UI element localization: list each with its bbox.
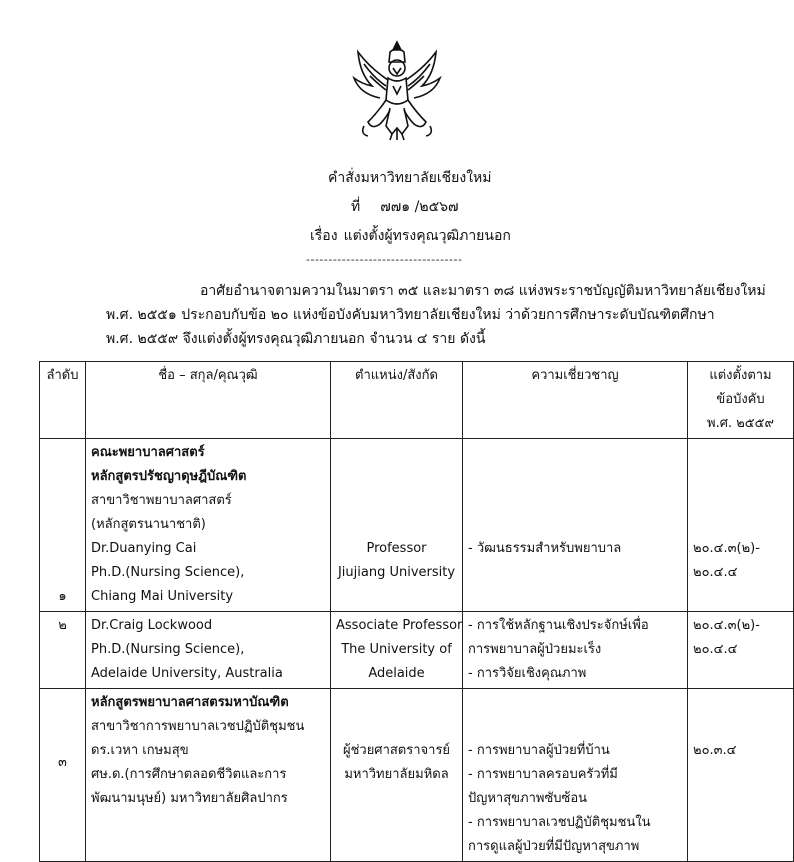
header-name: ชื่อ – สกุล/คุณวุฒิ: [86, 362, 331, 439]
row1-name: Dr.Duanying Cai: [91, 541, 197, 556]
header-appointment-line-1: แต่งตั้งตาม: [709, 368, 772, 383]
row1-position-cell: [331, 439, 463, 612]
row1-affiliation: Jiujiang University: [337, 565, 456, 580]
row3-position-cell: [331, 689, 463, 862]
row3-name-cell: [86, 689, 331, 862]
row3-clause: ๒๐.๓.๔: [693, 743, 737, 758]
row1-expertise: - วัฒนธรรมสำหรับพยาบาล: [468, 541, 622, 556]
row3-affiliation: มหาวิทยาลัยมหิดล: [344, 767, 449, 782]
group2-major: สาขาวิชาการพยาบาลเวชปฏิบัติชุมชน: [91, 719, 305, 734]
row2-position: Associate Professor: [336, 618, 463, 633]
row2-expertise-cell: [463, 612, 688, 689]
row1-clause-cell: [688, 439, 794, 612]
preamble-line-2: พ.ศ. ๒๕๕๑ ประกอบกับข้อ ๒๐ แห่งข้อบังคับมหาวิทยาลัยเชียงใหม่ ว่าด้วยการศึกษาระดับบัณฑิตศึกษา: [106, 307, 715, 323]
row1-name-cell: [86, 439, 331, 612]
row1-position: Professor: [366, 541, 427, 556]
order-subject-label: เรื่อง: [310, 228, 338, 244]
table-row: [40, 439, 794, 612]
row3-expertise-5: การดูแลผู้ป่วยที่มีปัญหาสุขภาพ: [468, 839, 640, 854]
appointee-table-wrapper: [39, 361, 793, 854]
group1-program: หลักสูตรปรัชญาดุษฎีบัณฑิต: [91, 469, 247, 484]
row2-clause-2: ๒๐.๔.๔: [693, 642, 738, 657]
group1-faculty: คณะพยาบาลศาสตร์: [91, 445, 205, 460]
row3-university: พัฒนามนุษย์) มหาวิทยาลัยศิลปากร: [91, 791, 288, 806]
divider: -----------------------------------: [306, 253, 463, 266]
row2-university: Adelaide University, Australia: [91, 666, 283, 681]
appointee-table: [39, 361, 794, 862]
row1-no: ๑: [40, 439, 86, 612]
row3-clause-cell: [688, 689, 794, 862]
row2-expertise-1: - การใช้หลักฐานเชิงประจักษ์เพื่อ: [468, 618, 649, 633]
header-appointment-line-3: พ.ศ. ๒๕๕๙: [707, 416, 774, 431]
row2-name: Dr.Craig Lockwood: [91, 618, 213, 633]
preamble-line-3: พ.ศ. ๒๕๕๙ จึงแต่งตั้งผู้ทรงคุณวุฒิภายนอก จำนวน ๔ ราย ดังนี้: [106, 331, 486, 347]
row3-expertise-4: - การพยาบาลเวชปฏิบัติชุมชนใน: [468, 815, 651, 830]
header-appointment-line-2: ข้อบังคับ: [716, 392, 765, 407]
table-row: [40, 689, 794, 862]
header-position: ตำแหน่ง/สังกัด: [331, 362, 463, 439]
garuda-emblem-icon: [350, 38, 444, 144]
row1-clause-2: ๒๐.๔.๔: [693, 565, 738, 580]
row3-expertise-3: ปัญหาสุขภาพซับซ้อน: [468, 791, 588, 806]
row3-no: [40, 689, 86, 862]
header-no: ลำดับ: [40, 362, 86, 439]
row2-clause-1: ๒๐.๔.๓(๒)-: [693, 618, 760, 633]
order-number: [351, 198, 459, 216]
row3-position: ผู้ช่วยศาสตราจารย์: [342, 743, 451, 758]
row3-name: ดร.เวหา เกษมสุข: [91, 743, 189, 758]
group2-program: หลักสูตรพยาบาลศาสตรมหาบัณฑิต: [91, 695, 289, 710]
group1-major-note: (หลักสูตรนานาชาติ): [91, 517, 206, 532]
row2-no: ๒: [40, 612, 86, 689]
row1-university: Chiang Mai University: [91, 589, 234, 604]
row3-expertise-1: - การพยาบาลผู้ป่วยที่บ้าน: [468, 743, 610, 758]
row1-clause-1: ๒๐.๔.๓(๒)-: [693, 541, 760, 556]
table-row: [40, 612, 794, 689]
order-subject-value: แต่งตั้งผู้ทรงคุณวุฒิภายนอก: [343, 228, 511, 244]
row1-expertise-cell: [463, 439, 688, 612]
row3-no-value: ๓: [58, 755, 67, 770]
row2-affiliation-1: The University of: [341, 642, 452, 657]
header-appointment: [688, 362, 794, 439]
row2-name-cell: [86, 612, 331, 689]
row3-degree: ศษ.ด.(การศึกษาตลอดชีวิตและการ: [91, 767, 287, 782]
row3-expertise-cell: [463, 689, 688, 862]
table-header-row: [40, 362, 794, 439]
row2-expertise-3: - การวิจัยเชิงคุณภาพ: [468, 666, 587, 681]
row2-position-cell: [331, 612, 463, 689]
row2-expertise-2: การพยาบาลผู้ป่วยมะเร็ง: [468, 642, 602, 657]
row2-degree: Ph.D.(Nursing Science),: [91, 642, 245, 657]
order-number-label: ที่: [351, 199, 361, 215]
row2-affiliation-2: Adelaide: [368, 666, 425, 681]
order-subject: [310, 227, 511, 245]
row3-expertise-2: - การพยาบาลครอบครัวที่มี: [468, 767, 618, 782]
preamble-line-1: อาศัยอำนาจตามความในมาตรา ๓๕ และมาตรา ๓๘ แห่งพระราชบัญญัติมหาวิทยาลัยเชียงใหม่: [200, 283, 766, 299]
row2-clause-cell: [688, 612, 794, 689]
header-expertise: ความเชี่ยวชาญ: [463, 362, 688, 439]
order-number-value: ๗๗๑ /๒๕๖๗: [380, 199, 459, 215]
order-title: คำสั่งมหาวิทยาลัยเชียงใหม่: [328, 170, 492, 186]
group1-major: สาขาวิชาพยาบาลศาสตร์: [91, 493, 232, 508]
row1-degree: Ph.D.(Nursing Science),: [91, 565, 245, 580]
